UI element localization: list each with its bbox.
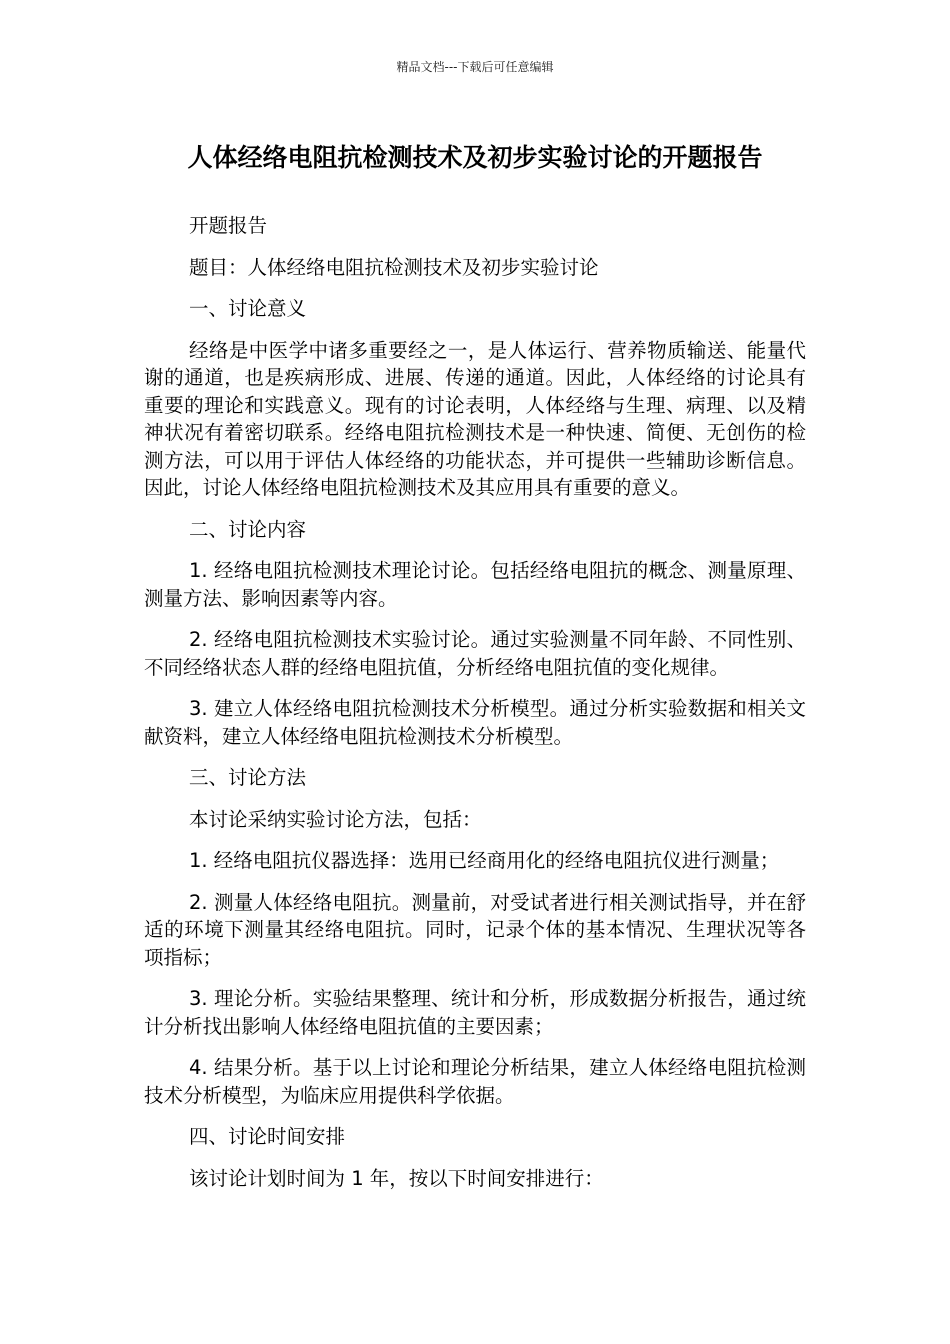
paragraph-content-item-3: 3. 建立人体经络电阻抗检测技术分析模型。通过分析实验数据和相关文献资料，建立人体经络电阻抗检测技术分析模型。 xyxy=(144,697,806,748)
document-body xyxy=(144,212,806,1206)
paragraph-significance: 经络是中医学中诸多重要经之一，是人体运行、营养物质输送、能量代谢的通道，也是疾病形成、进展、传递的通道。因此，人体经络的讨论具有重要的理论和实践意义。现有的讨论表明，人体经络与生理、病理、以及精神状况有着密切联系。经络电阻抗检测技术是一种快速、简便、无创伤的检测方法，可以用于评估人体经络的功能状态，并可提供一些辅助诊断信息。因此，讨论人体经络电阻抗检测技术及其应用具有重要的意义。 xyxy=(144,338,806,499)
section-heading-content: 二、讨论内容 xyxy=(189,517,307,541)
section-heading-significance: 一、讨论意义 xyxy=(189,297,307,320)
paragraph-content-item-1: 1. 经络电阻抗检测技术理论讨论。包括经络电阻抗的概念、测量原理、测量方法、影响因素等内容。 xyxy=(144,559,806,610)
paragraph-method-item-4: 4. 结果分析。基于以上讨论和理论分析结果，建立人体经络电阻抗检测技术分析模型，为临床应用提供科学依据。 xyxy=(144,1056,806,1107)
section-heading-method: 三、讨论方法 xyxy=(189,766,307,789)
paragraph-report-label: 开题报告 xyxy=(189,214,268,237)
section-heading-schedule: 四、讨论时间安排 xyxy=(189,1125,346,1148)
paragraph-topic: 题目：人体经络电阻抗检测技术及初步实验讨论 xyxy=(189,255,599,279)
paragraph-content-item-2: 2. 经络电阻抗检测技术实验讨论。通过实验测量不同年龄、不同性别、不同经络状态人群的经络电阻抗值，分析经络电阻抗值的变化规律。 xyxy=(144,628,806,679)
paragraph-method-item-3: 3. 理论分析。实验结果整理、统计和分析，形成数据分析报告，通过统计分析找出影响人体经络电阻抗值的主要因素； xyxy=(144,987,806,1038)
paragraph-method-item-1: 1. 经络电阻抗仪器选择：选用已经商用化的经络电阻抗仪进行测量； xyxy=(189,849,780,872)
document-title: 人体经络电阻抗检测技术及初步实验讨论的开题报告 xyxy=(187,143,763,172)
header-note: 精品文档---下载后可任意编辑 xyxy=(396,60,554,74)
paragraph-method-intro: 本讨论采纳实验讨论方法，包括： xyxy=(189,807,482,831)
paragraph-schedule-intro: 该讨论计划时间为 1 年，按以下时间安排进行： xyxy=(189,1166,604,1190)
paragraph-method-item-2: 2. 测量人体经络电阻抗。测量前，对受试者进行相关测试指导，并在舒适的环境下测量其经络电阻抗。同时，记录个体的基本情况、生理状况等各项指标； xyxy=(144,890,806,969)
